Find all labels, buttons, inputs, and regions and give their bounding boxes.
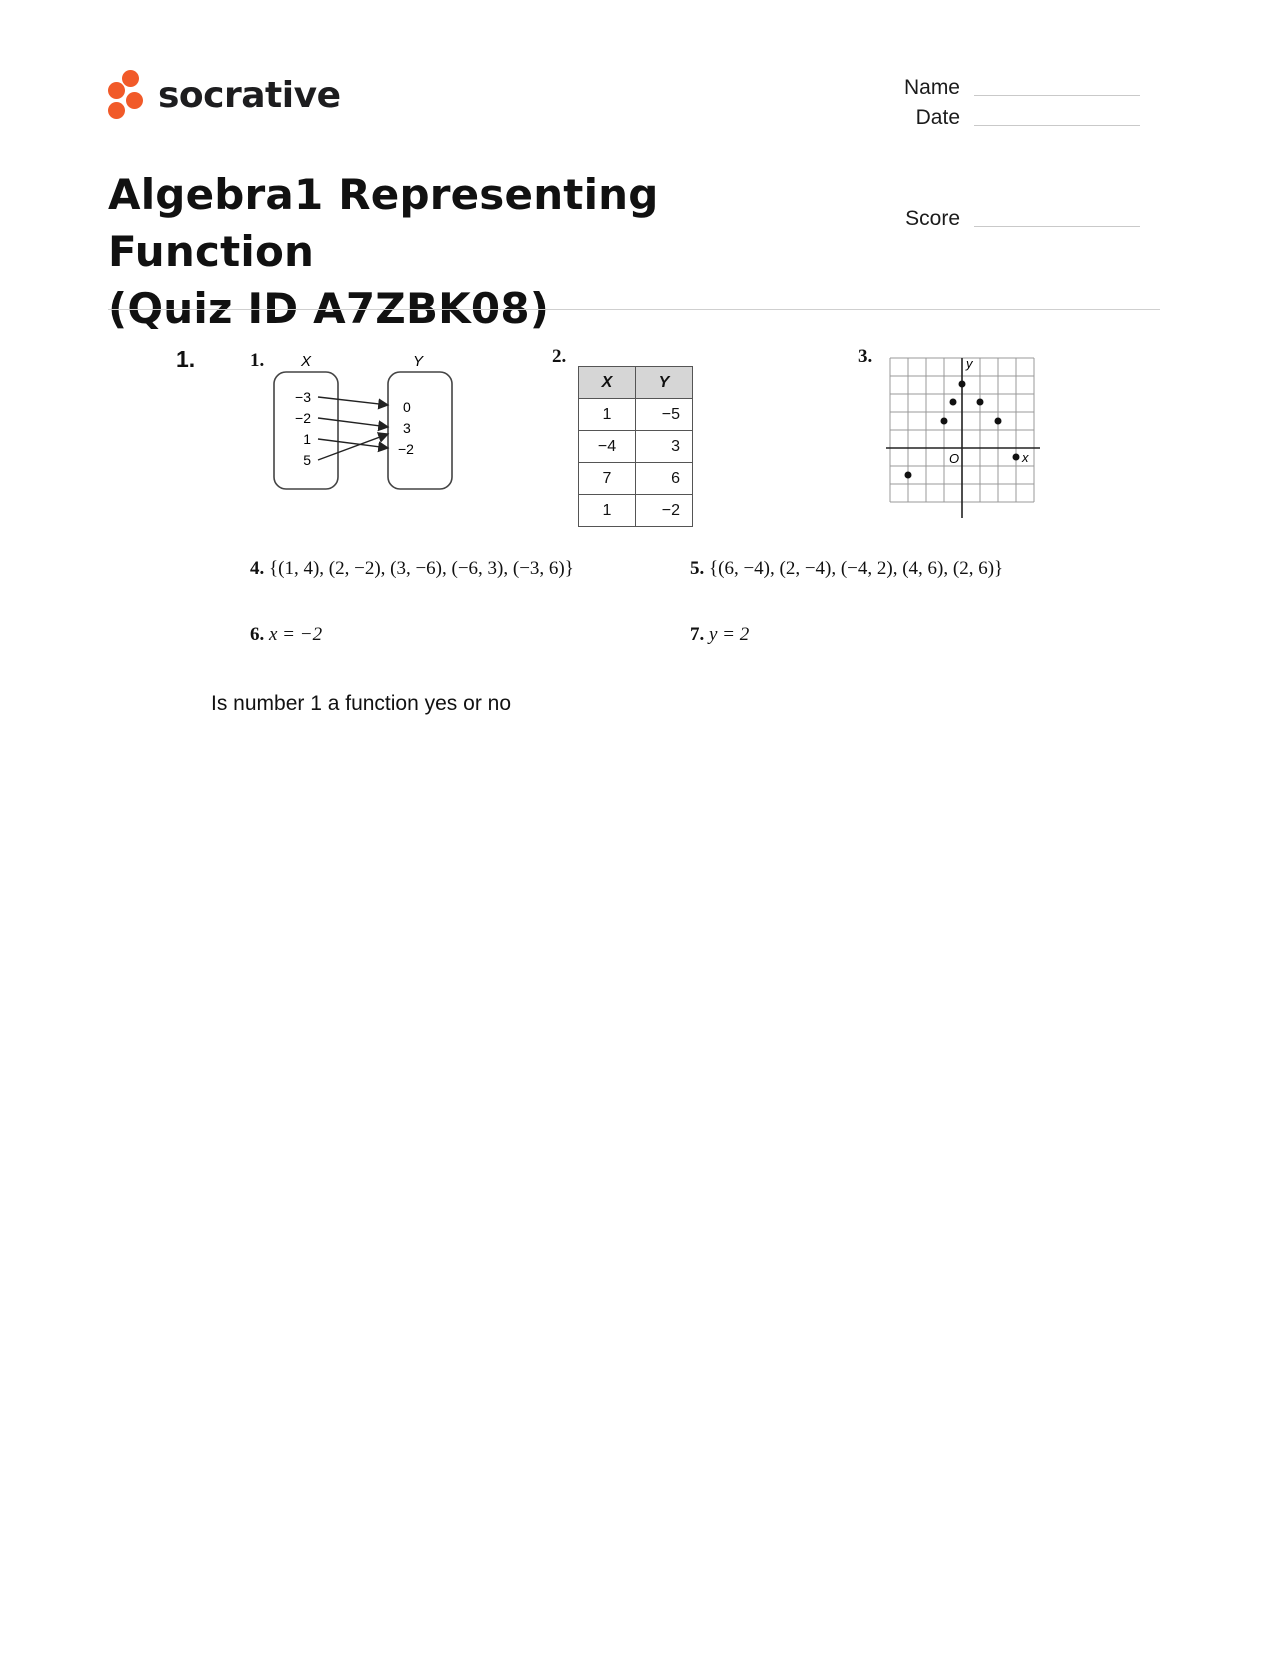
range-value: 0 <box>403 399 411 415</box>
graph-point <box>941 418 948 425</box>
item7-label: 7. <box>690 624 705 645</box>
domain-value: 5 <box>303 452 311 468</box>
socrative-logo <box>108 70 340 120</box>
score-line[interactable] <box>974 225 1140 227</box>
x-header: X <box>300 353 312 370</box>
table-cell: −2 <box>636 495 693 527</box>
domain-value: −3 <box>295 389 311 405</box>
item2-label: 2. <box>552 346 567 367</box>
origin-label: O <box>949 451 960 466</box>
coordinate-graph <box>880 350 1060 520</box>
table-row <box>579 495 693 527</box>
item4 <box>250 558 574 580</box>
table-header: X <box>579 367 636 399</box>
graph-point <box>1013 454 1020 461</box>
question-figure <box>230 346 1100 670</box>
range-oval <box>388 372 452 489</box>
graph-point <box>950 399 957 406</box>
question-prompt: Is number 1 a function yes or no <box>211 692 511 715</box>
name-field[interactable] <box>840 76 1140 100</box>
quiz-title <box>108 166 878 337</box>
x-axis-label: x <box>1022 450 1029 465</box>
function-table <box>578 366 693 527</box>
quiz-title-line1: Algebra1 Representing Function <box>108 170 659 276</box>
table-row <box>579 399 693 431</box>
item7-text: y = 2 <box>709 624 750 645</box>
table-cell: 6 <box>636 463 693 495</box>
header-divider <box>108 309 1160 310</box>
graph-point <box>995 418 1002 425</box>
name-line[interactable] <box>974 94 1140 96</box>
question-number: 1. <box>176 346 196 372</box>
item4-label: 4. <box>250 558 265 579</box>
quiz-title-line2: (Quiz ID A7ZBK08) <box>108 284 550 333</box>
date-line[interactable] <box>974 124 1140 126</box>
score-label: Score <box>905 207 960 230</box>
logo-wordmark: socrative <box>158 74 341 116</box>
item5 <box>690 558 1003 580</box>
date-field[interactable] <box>840 106 1140 130</box>
logo-mark-icon <box>108 70 148 120</box>
y-axis-label: y <box>966 356 973 371</box>
table-cell: 1 <box>579 399 636 431</box>
item3-label: 3. <box>858 346 873 367</box>
table-cell: 7 <box>579 463 636 495</box>
item4-text: {(1, 4), (2, −2), (3, −6), (−6, 3), (−3, 6)} <box>269 558 574 579</box>
mapping-diagram <box>230 350 480 510</box>
score-field[interactable] <box>840 207 1140 231</box>
item6 <box>250 624 322 646</box>
item6-label: 6. <box>250 624 265 645</box>
table-cell: 1 <box>579 495 636 527</box>
graph-point <box>977 399 984 406</box>
item1-label: 1. <box>250 350 265 371</box>
item5-label: 5. <box>690 558 705 579</box>
table-cell: −4 <box>579 431 636 463</box>
table-cell: 3 <box>636 431 693 463</box>
table-row <box>579 431 693 463</box>
graph-point <box>905 472 912 479</box>
item6-text: x = −2 <box>269 624 323 645</box>
table-cell: −5 <box>636 399 693 431</box>
item7 <box>690 624 749 646</box>
table-header: Y <box>636 367 693 399</box>
range-value: 3 <box>403 420 411 436</box>
item5-text: {(6, −4), (2, −4), (−4, 2), (4, 6), (2, 6)} <box>709 558 1004 579</box>
name-label: Name <box>903 76 960 99</box>
graph-point <box>959 381 966 388</box>
domain-value: 1 <box>303 431 311 447</box>
date-label: Date <box>915 106 960 129</box>
table-row <box>579 463 693 495</box>
range-value: −2 <box>398 441 414 457</box>
y-header: Y <box>412 353 424 370</box>
domain-value: −2 <box>295 410 311 426</box>
